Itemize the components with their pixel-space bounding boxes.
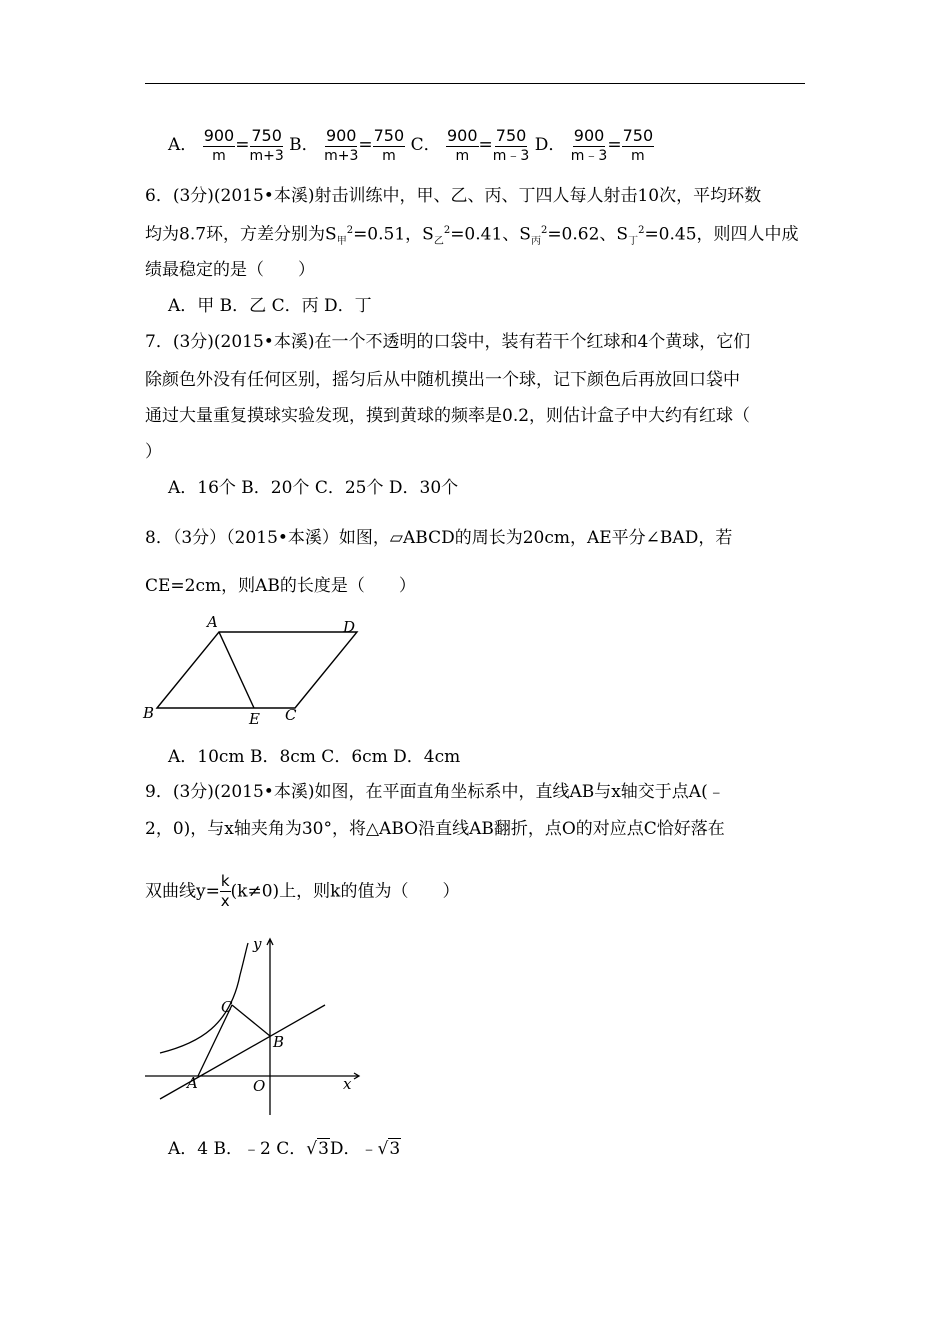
q9-fraction-k-over-x: $\frac{k}{x}$: [220, 872, 230, 910]
q7-line-2: 除颜色外没有任何区别，摇匀后从中随机摸出一个球，记下颜色后再放回口袋中: [145, 370, 740, 390]
q5-option-b-frac1: $\frac{900}{m+3}$: [324, 126, 359, 164]
q8-options: A．10cm B．8cm C．6cm D．4cm: [168, 747, 461, 767]
header-rule: [145, 83, 805, 84]
q7-line-4: ）: [145, 442, 162, 462]
q5-option-d-frac2: $\frac{750}{m}$: [622, 126, 654, 164]
q8-parallelogram-figure: [135, 612, 370, 732]
q5-options: A． $\frac{900}{m}$ = $\frac{750}{m+3}$ B． $\frac{900}{m+3}$ = $\frac{750}{m}$ C． $\frac{900}{m}$ = $\frac{750}{m﹣3}$ D． $\frac{900}{m﹣3}$ = $\frac{750}{m}$: [168, 126, 654, 164]
q5-option-b-frac2: $\frac{750}{m}$: [373, 126, 405, 164]
q8-line-2: CE=2cm，则AB的长度是（ ）: [145, 576, 416, 596]
q8-label-d: D: [343, 618, 356, 636]
q6-options: A．甲 B．乙 C．丙 D．丁: [168, 296, 372, 316]
q6-line-1: 6．(3分)(2015•本溪)射击训练中，甲、乙、丙、丁四人每人射击10次，平均环数: [145, 186, 762, 206]
q5-option-d-frac1: $\frac{900}{m﹣3}$: [570, 126, 608, 164]
q7-options: A．16个 B．20个 C．25个 D．30个: [168, 478, 459, 498]
q5-option-c-frac2: $\frac{750}{m﹣3}$: [492, 126, 530, 164]
q8-label-b: B: [143, 704, 155, 722]
q5-option-b-label: B．: [289, 135, 319, 156]
q9-label-x: x: [343, 1075, 352, 1093]
q9-segment-cb: [232, 1005, 270, 1036]
q9-line-1: 9．(3分)(2015•本溪)如图，在平面直角坐标系中，直线AB与x轴交于点A(﹣: [145, 782, 725, 802]
q9-label-b: B: [273, 1033, 285, 1051]
q5-option-a-label: A．: [168, 135, 198, 156]
q9-line-3: 双曲线y= $\frac{k}{x}$ (k≠0)上，则k的值为（ ）: [145, 872, 460, 910]
q9-line-2: 2，0)，与x轴夹角为30°，将△ABO沿直线AB翻折，点O的对应点C恰好落在: [145, 819, 725, 839]
q8-parallelogram-abcd: [157, 632, 357, 708]
q9-line-ab: [160, 1005, 325, 1099]
q5-option-c-frac1: $\frac{900}{m}$: [446, 126, 478, 164]
q9-hyperbola-curve: [160, 943, 248, 1053]
q9-label-y: y: [253, 935, 262, 953]
q8-segment-ae: [219, 632, 254, 708]
q5-option-d-label: D．: [534, 135, 566, 156]
q7-line-3: 通过大量重复摸球实验发现，摸到黄球的频率是0.2，则估计盒子中大约有红球（: [145, 406, 751, 426]
q9-label-a: A: [187, 1074, 198, 1092]
q6-line-2: 均为8.7环，方差分别为$S_甲^2=0.51$，$S_乙^2=0.41$、$S_丙^2=0.62$、$S_丁^2=0.45$，则四人中成: [145, 224, 799, 248]
q9-options: A．4 B．﹣2 C．√3D．﹣√3: [168, 1139, 401, 1159]
q9-label-o: O: [253, 1077, 266, 1095]
q8-label-a: A: [207, 613, 218, 631]
q9-sqrt-1: √3: [306, 1139, 329, 1159]
q8-label-c: C: [285, 706, 297, 724]
q8-line-1: 8．（3分）（2015•本溪）如图，▱ABCD的周长为20cm，AE平分∠BAD，若: [145, 528, 733, 548]
q6-line-3: 绩最稳定的是（ ）: [145, 260, 315, 280]
q9-label-c: C: [221, 998, 233, 1016]
q5-option-c-label: C．: [410, 135, 441, 156]
q7-line-1: 7．(3分)(2015•本溪)在一个不透明的口袋中，装有若干个红球和4个黄球，它们: [145, 332, 751, 352]
q9-coordinate-figure: [140, 935, 365, 1120]
q5-option-a-frac2: $\frac{750}{m+3}$: [249, 126, 284, 164]
q8-label-e: E: [249, 710, 260, 728]
q5-option-a-frac1: $\frac{900}{m}$: [203, 126, 235, 164]
q9-sqrt-2: √3: [377, 1139, 401, 1159]
